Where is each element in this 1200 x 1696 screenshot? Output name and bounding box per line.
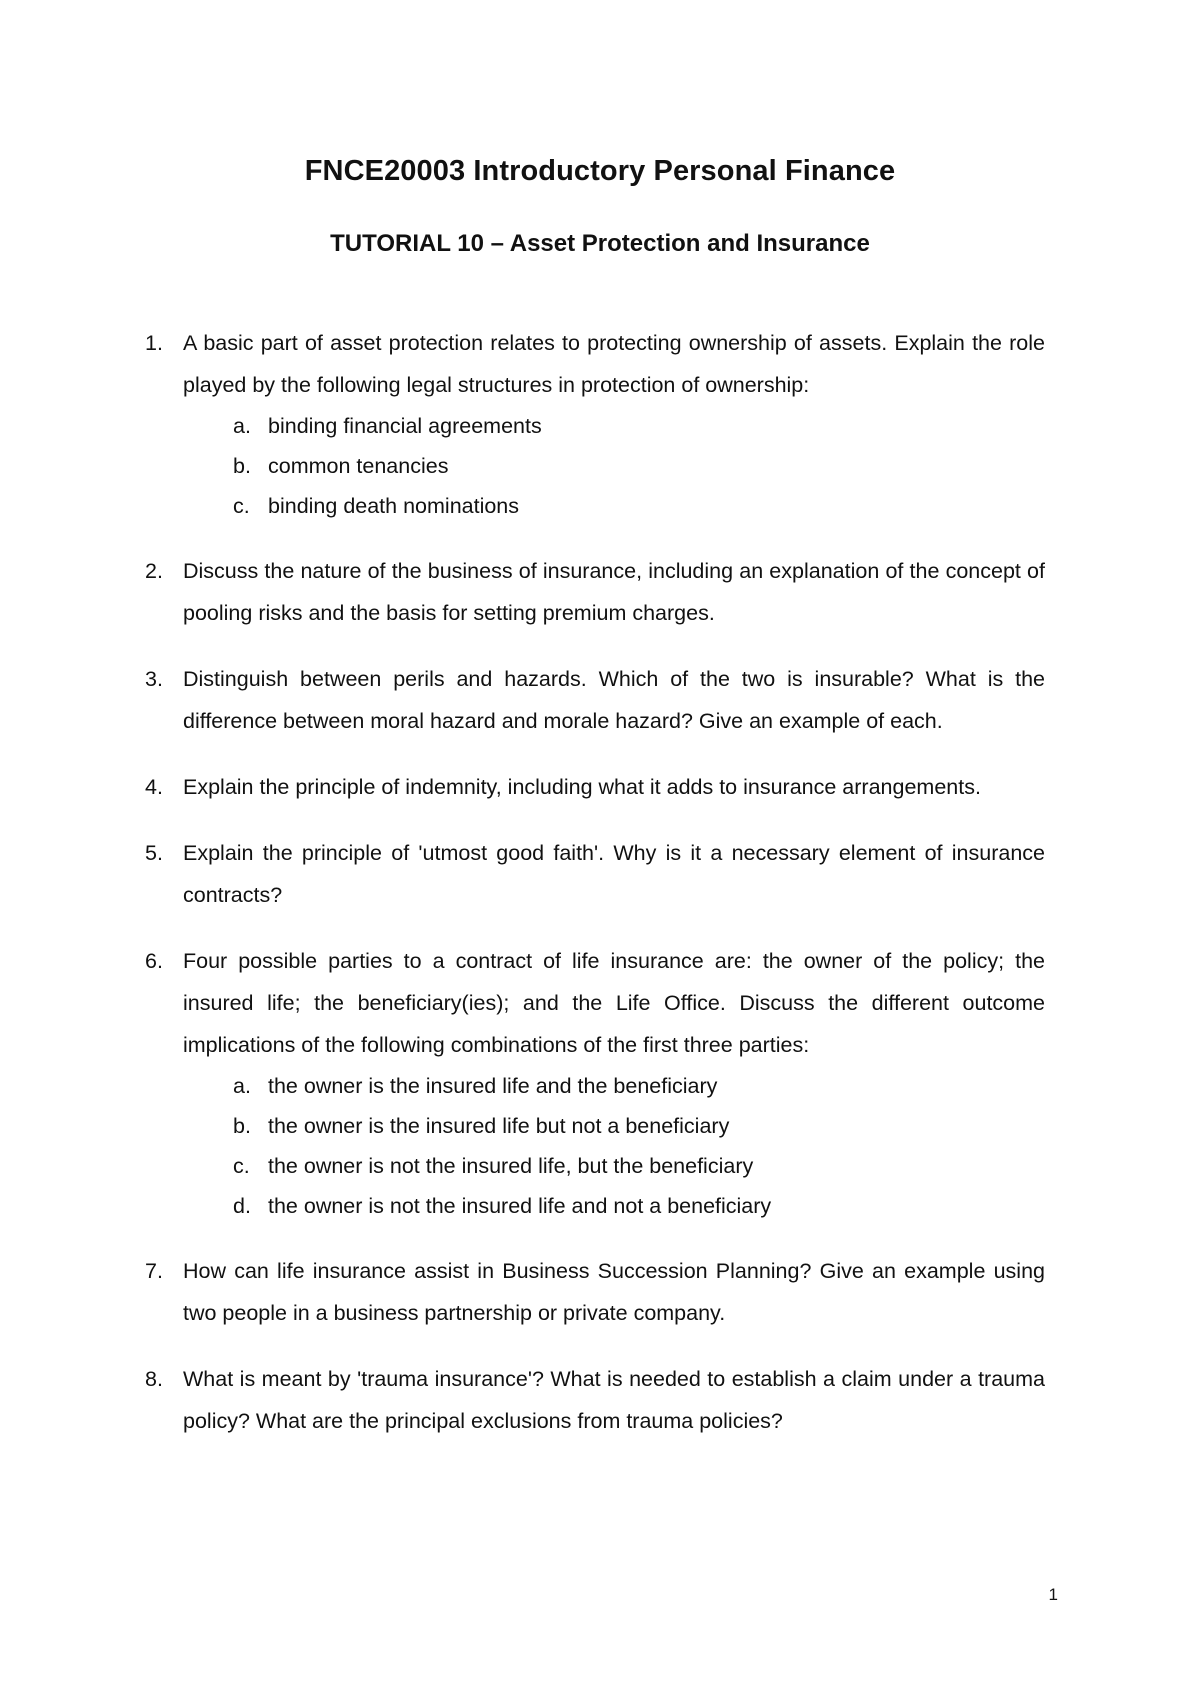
question-text: Discuss the nature of the business of insurance, including an explanation of the concept of pooling risks and the basis for setting premium charges. xyxy=(183,559,1045,625)
question-3 xyxy=(145,658,1045,742)
question-number: 6. xyxy=(145,949,163,973)
sub-question-list xyxy=(183,1066,1045,1226)
sub-question-text: common tenancies xyxy=(268,454,449,478)
question-number: 8. xyxy=(145,1367,163,1391)
sub-question xyxy=(183,406,1045,446)
question-number: 2. xyxy=(145,559,163,583)
question-6 xyxy=(145,940,1045,1226)
question-number: 1. xyxy=(145,331,163,355)
sub-question-letter: a. xyxy=(233,414,251,438)
question-5 xyxy=(145,832,1045,916)
question-number: 4. xyxy=(145,775,163,799)
question-number: 3. xyxy=(145,667,163,691)
question-text: How can life insurance assist in Business Succession Planning? Give an example using two people in a business partnership or private company. xyxy=(183,1259,1045,1325)
sub-question xyxy=(183,1186,1045,1226)
sub-question-text: the owner is not the insured life, but the beneficiary xyxy=(268,1154,754,1178)
question-text: Explain the principle of 'utmost good faith'. Why is it a necessary element of insurance contracts? xyxy=(183,841,1045,907)
question-text: What is meant by 'trauma insurance'? What is needed to establish a claim under a trauma policy? What are the principal exclusions from trauma policies? xyxy=(183,1367,1045,1433)
question-text: A basic part of asset protection relates to protecting ownership of assets. Explain the role played by the following legal structures in protection of ownership: xyxy=(183,331,1045,397)
question-text: Explain the principle of indemnity, including what it adds to insurance arrangements. xyxy=(183,775,981,799)
document-title: FNCE20003 Introductory Personal Finance xyxy=(304,155,896,187)
sub-question-list xyxy=(183,406,1045,526)
question-text: Four possible parties to a contract of life insurance are: the owner of the policy; the insured life; the beneficiary(ies); and the Life Office. Discuss the different outcome implications of the following combinations of the first three parties: xyxy=(183,949,1045,1057)
document-subtitle: TUTORIAL 10 – Asset Protection and Insurance xyxy=(330,230,870,257)
question-8 xyxy=(145,1358,1045,1442)
sub-question-letter: c. xyxy=(233,494,250,518)
question-number: 7. xyxy=(145,1259,163,1283)
page-number: 1 xyxy=(1048,1585,1058,1604)
sub-question xyxy=(183,446,1045,486)
sub-question xyxy=(183,1146,1045,1186)
question-text: Distinguish between perils and hazards. Which of the two is insurable? What is the difference between moral hazard and morale hazard? Give an example of each. xyxy=(183,667,1045,733)
sub-question-text: the owner is the insured life and the beneficiary xyxy=(268,1074,718,1098)
sub-question xyxy=(183,1106,1045,1146)
question-7 xyxy=(145,1250,1045,1334)
question-list xyxy=(145,322,1045,1466)
question-1 xyxy=(145,322,1045,526)
sub-question-text: binding financial agreements xyxy=(268,414,542,438)
question-number: 5. xyxy=(145,841,163,865)
sub-question xyxy=(183,1066,1045,1106)
question-4 xyxy=(145,766,1045,808)
sub-question-letter: d. xyxy=(233,1194,251,1218)
sub-question xyxy=(183,486,1045,526)
sub-question-letter: c. xyxy=(233,1154,250,1178)
sub-question-text: the owner is not the insured life and not a beneficiary xyxy=(268,1194,772,1218)
sub-question-letter: b. xyxy=(233,454,251,478)
sub-question-text: the owner is the insured life but not a beneficiary xyxy=(268,1114,730,1138)
sub-question-text: binding death nominations xyxy=(268,494,520,518)
sub-question-letter: b. xyxy=(233,1114,251,1138)
sub-question-letter: a. xyxy=(233,1074,251,1098)
question-2 xyxy=(145,550,1045,634)
